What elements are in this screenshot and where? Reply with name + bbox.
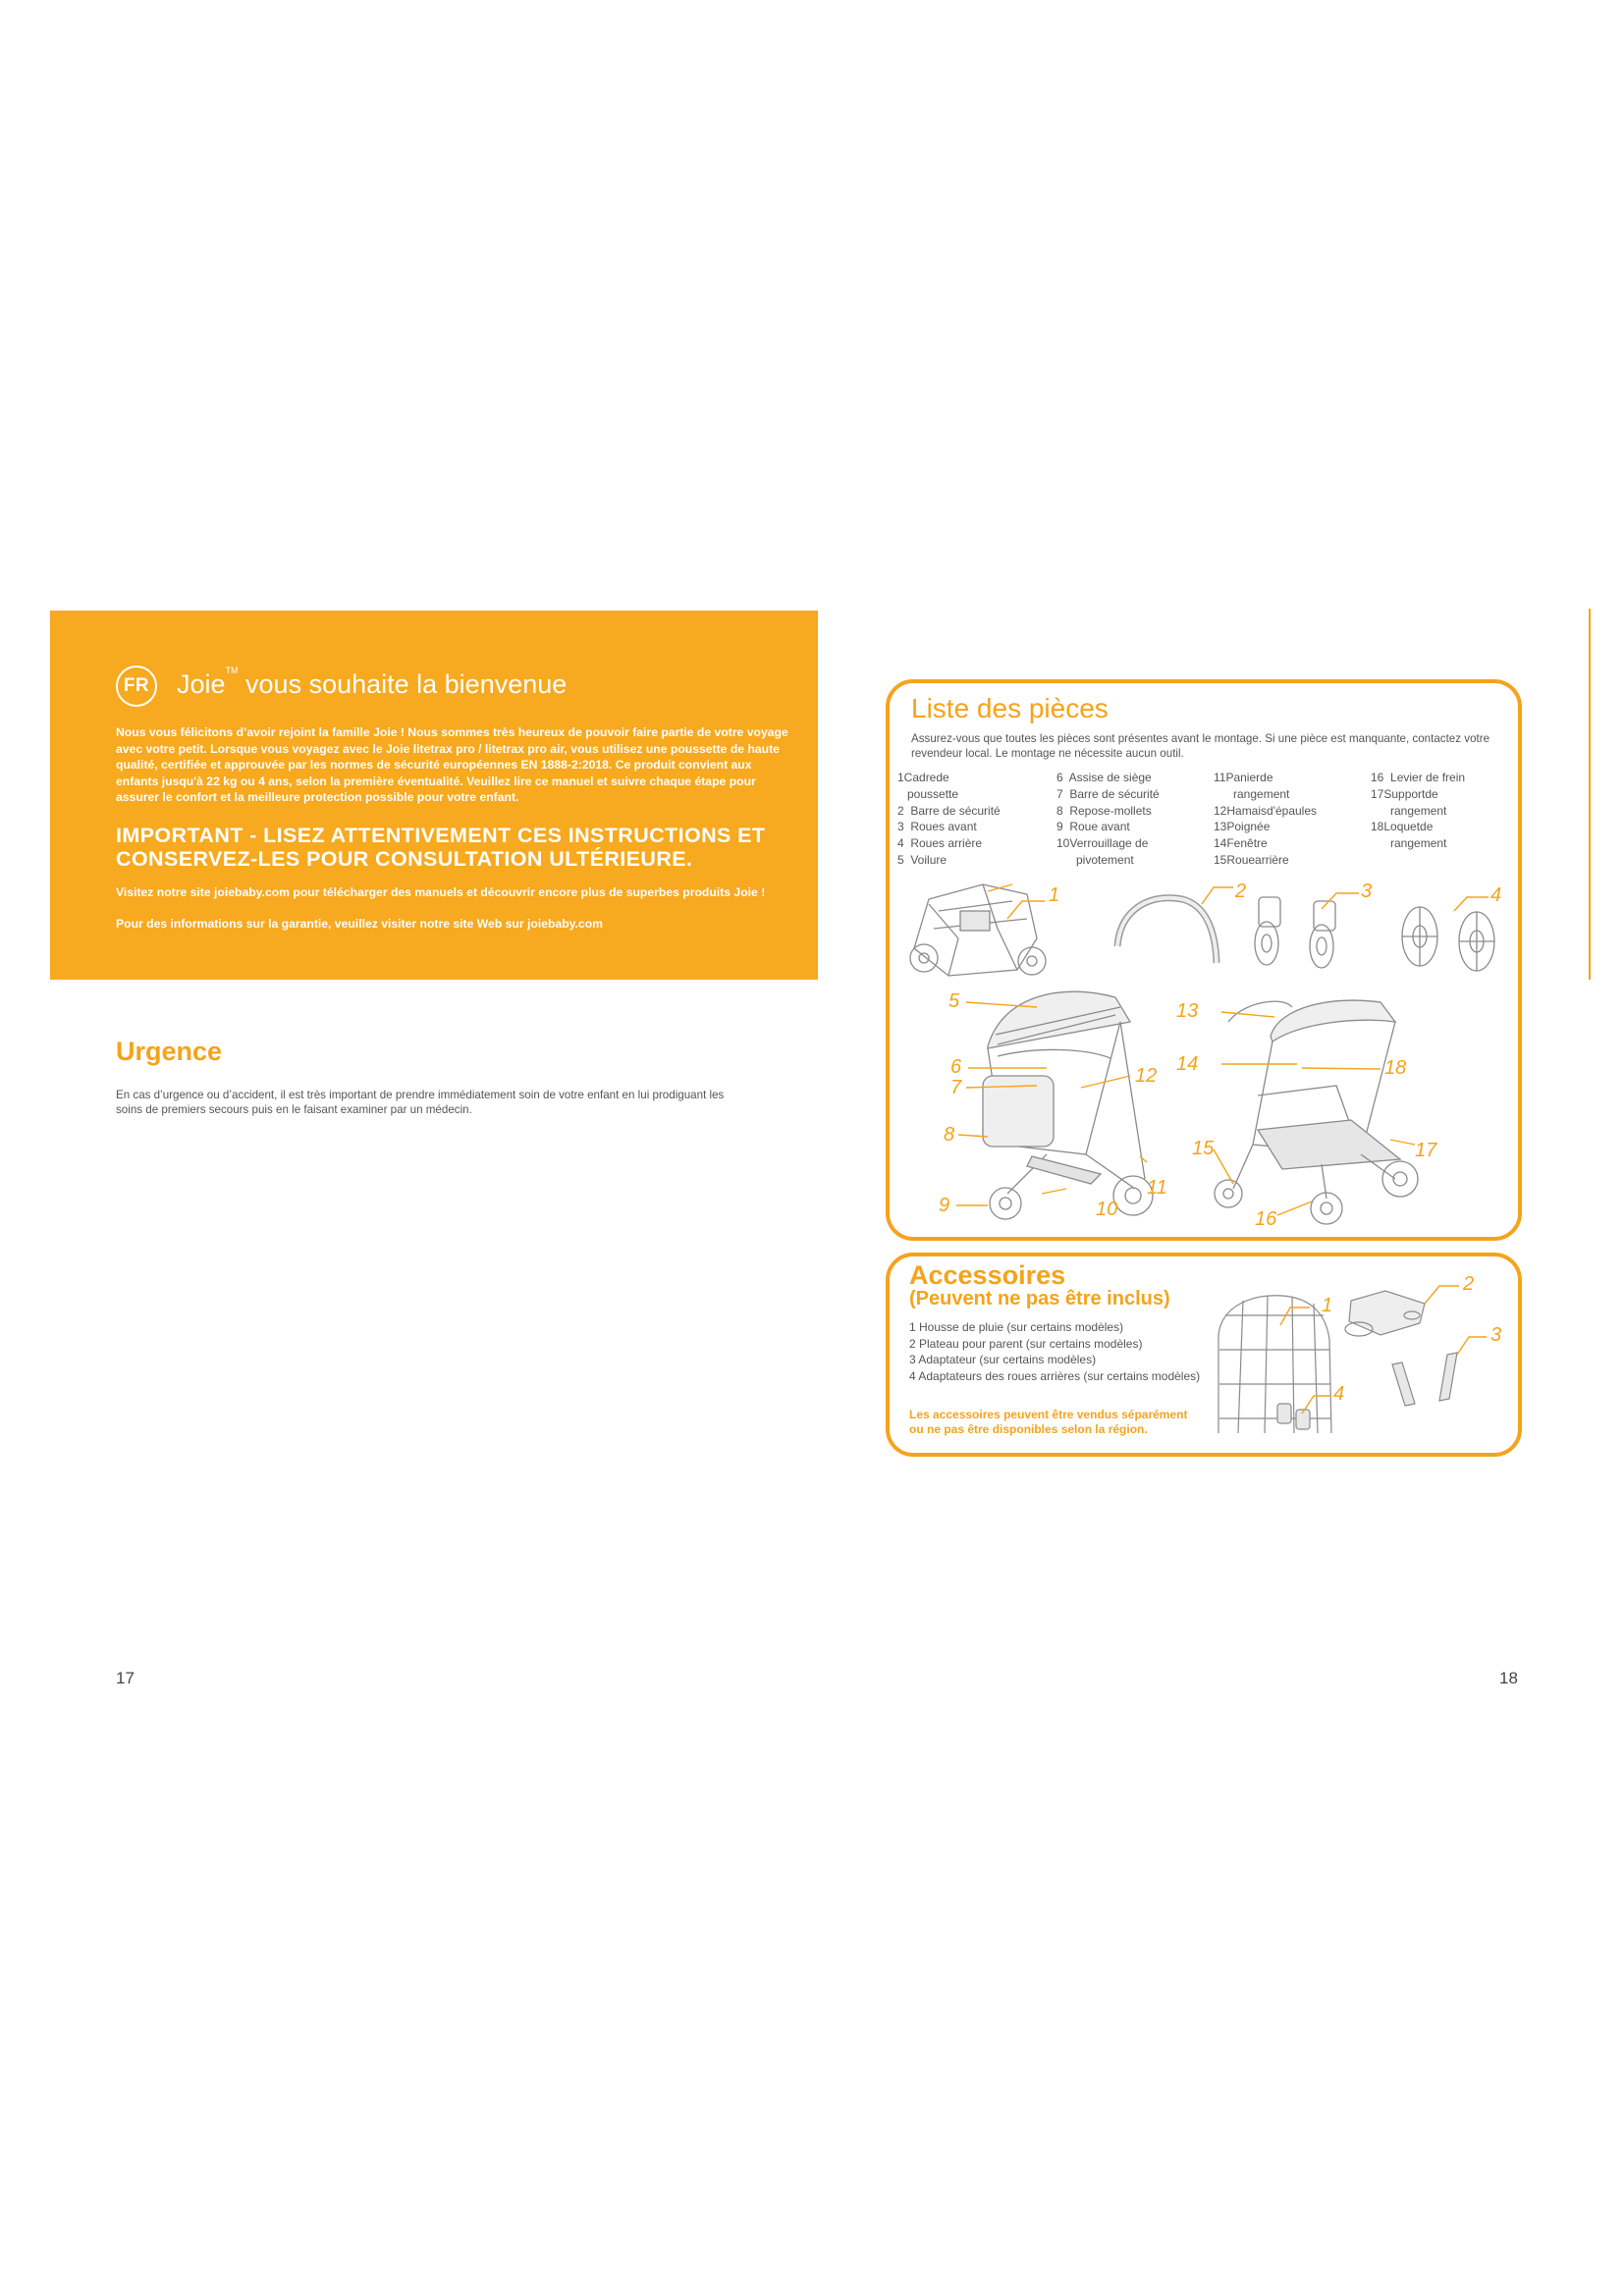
list-item: 9 Roue avant <box>1056 820 1130 834</box>
page-number-right: 18 <box>1499 1669 1518 1687</box>
parts-title: Liste des pièces <box>911 693 1109 723</box>
callout-13: 13 <box>1176 1000 1199 1022</box>
list-item: 14Fenêtre <box>1214 836 1268 851</box>
list-item: 15Rouearrière <box>1214 852 1289 867</box>
stroller-three-quarter-drawing <box>1215 1000 1418 1224</box>
rain-cover-drawing <box>1218 1296 1331 1433</box>
list-item: pivotement <box>1056 852 1134 867</box>
list-item: rangement <box>1371 836 1447 851</box>
page-number-left: 17 <box>116 1669 135 1687</box>
welcome-intro: Nous vous félicitons d’avoir rejoint la famille Joie ! Nous sommes très heureux de pouvoir faire partie de votre voyage avec votre petit. Lorsque vous voyagez avec le Joie litetrax pro / litetrax pro air, vous utilisez une poussette de haute qualité, certifiée et approuvée par les normes de sécurité européennes EN 1888-2:2018. Ce produit convient aux enfants jusqu'à 22 kg ou 4 ans, selon la première éventualité. Veuillez lire ce manuel et suivre chaque étape pour assurer le confort et la meilleure protection possible pour votre enfant. <box>116 725 788 805</box>
acc-callout-1: 1 <box>1322 1295 1333 1316</box>
welcome-header <box>116 666 788 709</box>
visit-website-text: Visitez notre site joiebaby.com pour télécharger des manuels et découvrir encore plus de superbes produits Joie ! <box>116 884 766 899</box>
list-item: 17Supportde <box>1371 786 1438 801</box>
accessories-note: Les accessoires peuvent être vendus séparément ou ne pas être disponibles selon la région. <box>909 1408 1188 1436</box>
parts-intro: Assurez-vous que toutes les pièces sont présentes avant le montage. Si une pièce est manquante, contactez votre revendeur local. Le montage ne nécessite aucun outil. <box>911 732 1490 760</box>
list-item: rangement <box>1214 786 1290 801</box>
callout-7: 7 <box>950 1077 962 1098</box>
callout-10: 10 <box>1096 1199 1118 1220</box>
callout-9: 9 <box>939 1195 950 1216</box>
accessory-callouts <box>1322 1273 1501 1405</box>
list-item: 16 Levier de frein <box>1371 771 1466 784</box>
list-item: poussette <box>897 786 959 801</box>
list-item: 4 Roues arrière <box>897 836 983 851</box>
list-item: 3 Adaptateur (sur certains modèles) <box>909 1353 1097 1366</box>
list-item: 10Verrouillage de <box>1056 836 1149 851</box>
list-item: 12Hamaisd'épaules <box>1214 803 1318 818</box>
accessories-box <box>886 1253 1522 1457</box>
callout-3: 3 <box>1361 881 1373 902</box>
list-item: 1Cadrede <box>897 771 949 784</box>
accessories-subtitle: (Peuvent ne pas être inclus) <box>909 1288 1170 1309</box>
callout-14: 14 <box>1176 1053 1199 1075</box>
urgence-text: En cas d’urgence ou d’accident, il est très important de prendre immédiatement soin de votre enfant en lui prodiguant les soins de premiers secours puis en le faisant examiner par un médecin. <box>116 1089 725 1117</box>
safety-bar-drawing <box>1117 898 1217 963</box>
acc-callout-2: 2 <box>1463 1273 1475 1295</box>
callout-8: 8 <box>944 1124 955 1146</box>
parts-column-2 <box>1056 770 1204 869</box>
list-item: rangement <box>1371 803 1447 818</box>
brand-name: Joie <box>177 669 226 699</box>
list-item: 18Loquetde <box>1371 820 1434 834</box>
language-badge: FR <box>116 666 157 707</box>
callout-17: 17 <box>1415 1140 1437 1161</box>
callout-18: 18 <box>1384 1057 1407 1079</box>
list-item: 13Poignée <box>1214 820 1271 834</box>
list-item: 1 Housse de pluie (sur certains modèles) <box>909 1320 1124 1334</box>
parts-list-box <box>886 679 1522 1241</box>
callout-12: 12 <box>1135 1065 1158 1087</box>
list-item: 5 Voilure <box>897 852 947 867</box>
folded-frame-drawing <box>910 884 1046 976</box>
list-item: 8 Repose-mollets <box>1056 803 1152 818</box>
list-item: 3 Roues avant <box>897 820 977 834</box>
adapter-drawing <box>1392 1353 1457 1406</box>
callout-16: 16 <box>1255 1208 1277 1230</box>
acc-callout-3: 3 <box>1490 1324 1502 1346</box>
welcome-title-rest: vous souhaite la bienvenue <box>238 669 568 699</box>
welcome-panel <box>50 611 818 980</box>
callout-11: 11 <box>1147 1177 1167 1199</box>
parts-column-3 <box>1214 770 1361 869</box>
list-item: 2 Barre de sécurité <box>897 803 1001 818</box>
urgence-title: Urgence <box>116 1037 223 1066</box>
trademark: TM <box>225 666 239 675</box>
page-edge-line <box>1589 609 1591 980</box>
parts-column-4 <box>1371 770 1518 852</box>
callout-5: 5 <box>948 990 960 1012</box>
list-item: 11Panierde <box>1214 771 1273 784</box>
parent-tray-drawing <box>1345 1291 1425 1336</box>
parts-column-1 <box>897 770 1045 869</box>
list-item: 2 Plateau pour parent (sur certains modèles) <box>909 1336 1143 1351</box>
callout-4: 4 <box>1490 884 1502 906</box>
list-item: 4 Adaptateurs des roues arrières (sur certains modèles) <box>909 1368 1201 1383</box>
callout-1: 1 <box>1049 884 1060 906</box>
callout-6: 6 <box>950 1056 962 1078</box>
list-item: 7 Barre de sécurité <box>1056 786 1160 801</box>
callout-2: 2 <box>1235 881 1247 902</box>
list-item: 6 Assise de siège <box>1056 771 1152 784</box>
important-notice: IMPORTANT - LISEZ ATTENTIVEMENT CES INSTRUCTIONS ET CONSERVEZ-LES POUR CONSULTATION ULTÉRIEURE. <box>116 823 766 871</box>
acc-callout-4: 4 <box>1333 1383 1345 1405</box>
welcome-title <box>177 666 568 700</box>
rear-wheels-drawing <box>1402 907 1494 971</box>
stroller-side-drawing <box>983 991 1153 1219</box>
accessories-list <box>909 1319 1233 1384</box>
parts-illustration <box>890 683 1518 1237</box>
accessories-title: Accessoires <box>909 1260 1066 1290</box>
warranty-text: Pour des informations sur la garantie, veuillez visiter notre site Web sur joiebaby.com <box>116 916 603 931</box>
callout-15: 15 <box>1192 1138 1215 1159</box>
